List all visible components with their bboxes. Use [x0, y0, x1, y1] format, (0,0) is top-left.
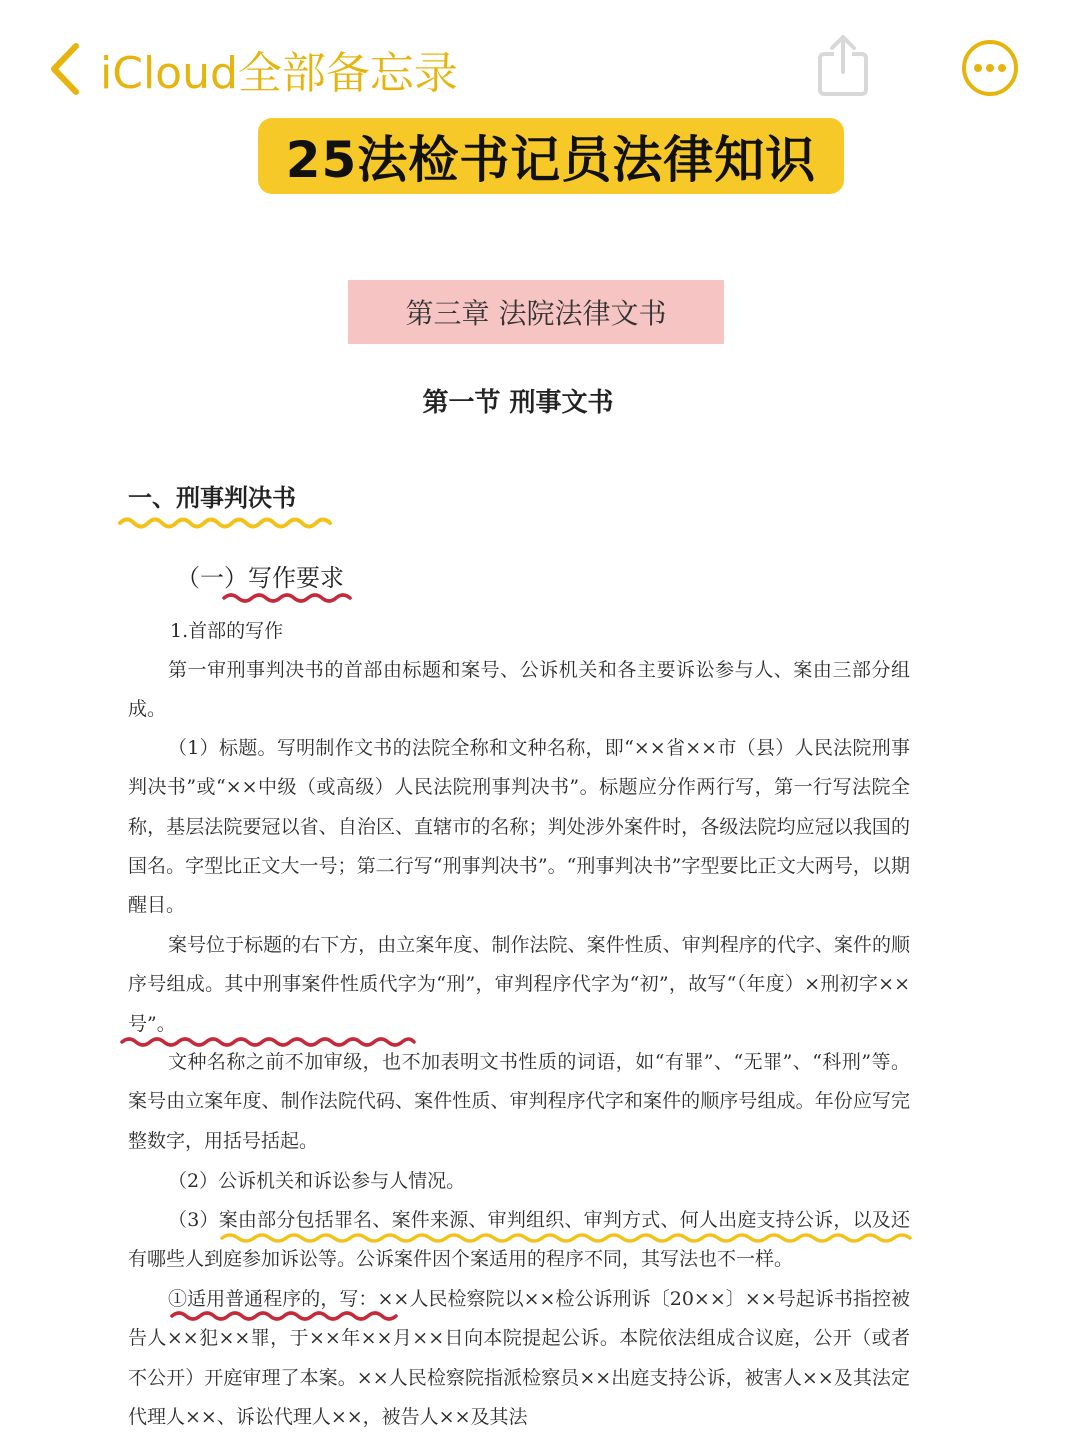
- chapter-heading: 第三章 法院法律文书: [348, 280, 724, 344]
- share-icon[interactable]: [816, 32, 870, 98]
- body-paragraph: 文种名称之前不加审级，也不加表明文书性质的词语，如“有罪”、“无罪”、“科刑”等。案号由立案年度、制作法院代码、案件性质、审判程序代字和案件的顺序号组成。年份应写完整数字，用括号括起。: [128, 1051, 910, 1152]
- nav-bar: [0, 0, 1080, 110]
- red-squiggle-underline: [222, 590, 358, 606]
- note-title: 25法检书记员法律知识: [258, 118, 844, 194]
- more-icon[interactable]: [960, 38, 1020, 98]
- chevron-left-icon: [48, 42, 82, 96]
- back-button[interactable]: [48, 36, 458, 102]
- body-paragraph: ①适用普通程序的，写：××人民检察院以××检公诉刑诉〔20××〕××号起诉书指控被告人××犯××罪，于××年××月××日向本院提起公诉。本院依法组成合议庭，公开（或者不公开）开庭审理了本案。××人民检察院指派检察员××出庭支持公诉，被害人××及其法定代理人××、诉讼代理人××，被告人××及其法: [128, 1288, 910, 1428]
- section-heading: 第一节 刑事文书: [422, 388, 614, 418]
- heading-criminal-judgment: 一、刑事判决书: [128, 484, 296, 512]
- heading-writing-requirements: （一）写作要求: [176, 564, 344, 592]
- yellow-squiggle-underline: [220, 1230, 912, 1246]
- yellow-squiggle-underline: [118, 514, 334, 532]
- body-paragraph: 第一审刑事判决书的首部由标题和案号、公诉机关和各主要诉讼参与人、案由三部分组成。: [128, 659, 910, 721]
- body-paragraph: （3）案由部分包括罪名、案件来源、审判组织、审判方式、何人出庭支持公诉，以及还有哪些人到庭参加诉讼等。公诉案件因个案适用的程序不同，其写法也不一样。: [128, 1209, 910, 1271]
- subheading-header-writing: 1.首部的写作: [170, 620, 284, 642]
- body-paragraph: （2）公诉机关和诉讼参与人情况。: [168, 1170, 466, 1192]
- body-paragraph: 案号位于标题的右下方，由立案年度、制作法院、案件性质、审判程序的代字、案件的顺序号组成。其中刑事案件性质代字为“刑”，审判程序代字为“初”，故写“（年度）×刑初字××号”。: [128, 934, 910, 1035]
- red-squiggle-underline: [170, 1308, 406, 1324]
- back-label: iCloud全部备忘录: [100, 48, 458, 99]
- body-paragraph: （1）标题。写明制作文书的法院全称和文种名称，即“××省××市（县）人民法院刑事判决书”或“××中级（或高级）人民法院刑事判决书”。标题应分作两行写，第一行写法院全称，基层法院要冠以省、自治区、直辖市的名称；判处涉外案件时，各级法院均应冠以我国的国名。字型比正文大一号；第二行写“刑事判决书”。“刑事判决书”字型要比正文大两号，以期醒目。: [128, 737, 910, 917]
